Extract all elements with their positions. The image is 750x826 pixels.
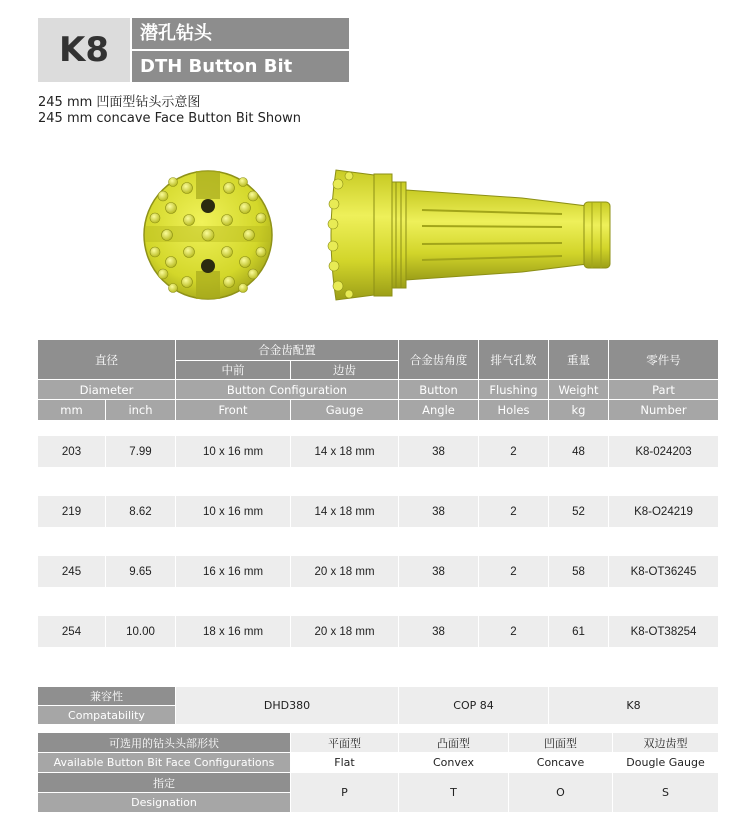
head-angle-en1: Button xyxy=(399,380,479,400)
cell-weight: 61 xyxy=(549,616,609,648)
cell-part: K8-OT38254 xyxy=(609,616,719,648)
face-en: Concave xyxy=(509,753,613,773)
head-angle-en2: Angle xyxy=(399,400,479,421)
head-mm: mm xyxy=(38,400,106,421)
cell-angle: 38 xyxy=(399,616,479,648)
head-button-cfg-zh: 合金齿配置 xyxy=(176,340,399,361)
product-header xyxy=(38,18,349,82)
face-zh: 双边齿型 xyxy=(613,733,719,753)
product-title-zh: 潜孔钻头 xyxy=(132,18,349,49)
compat-label-zh: 兼容性 xyxy=(38,687,176,706)
caption-zh: 245 mm 凹面型钻头示意图 xyxy=(38,95,201,110)
faces-label-en: Available Button Bit Face Configurations xyxy=(38,753,291,773)
cell-holes: 2 xyxy=(479,556,549,588)
head-front-en: Front xyxy=(176,400,291,421)
head-angle-zh: 合金齿角度 xyxy=(399,340,479,380)
cell-angle: 38 xyxy=(399,436,479,468)
table-row xyxy=(38,496,719,528)
head-button-cfg-en: Button Configuration xyxy=(176,380,399,400)
head-front-zh: 中前 xyxy=(176,361,291,380)
designation-label-en: Designation xyxy=(38,793,291,813)
cell-mm: 254 xyxy=(38,616,106,648)
cell-gauge: 14 x 18 mm xyxy=(291,496,399,528)
face-en: Dougle Gauge xyxy=(613,753,719,773)
cell-part: K8-OT36245 xyxy=(609,556,719,588)
product-code: K8 xyxy=(38,18,130,82)
cell-inch: 7.99 xyxy=(106,436,176,468)
compat-value: COP 84 xyxy=(399,687,549,725)
cell-weight: 48 xyxy=(549,436,609,468)
cell-part: K8-024203 xyxy=(609,436,719,468)
designation-code: P xyxy=(291,773,399,813)
head-part-en2: Number xyxy=(609,400,719,421)
cell-front: 10 x 16 mm xyxy=(176,496,291,528)
head-holes-zh: 排气孔数 xyxy=(479,340,549,380)
cell-weight: 58 xyxy=(549,556,609,588)
compat-value: K8 xyxy=(549,687,719,725)
cell-angle: 38 xyxy=(399,556,479,588)
head-holes-en2: Holes xyxy=(479,400,549,421)
cell-front: 18 x 16 mm xyxy=(176,616,291,648)
compat-table xyxy=(37,686,719,725)
drill-bit-side-icon xyxy=(322,160,614,310)
head-inch: inch xyxy=(106,400,176,421)
cell-holes: 2 xyxy=(479,616,549,648)
designation-code: T xyxy=(399,773,509,813)
cell-front: 10 x 16 mm xyxy=(176,436,291,468)
head-diameter-en: Diameter xyxy=(38,380,176,400)
head-gauge-zh: 边齿 xyxy=(291,361,399,380)
cell-front: 16 x 16 mm xyxy=(176,556,291,588)
table-row xyxy=(38,436,719,468)
face-zh: 平面型 xyxy=(291,733,399,753)
head-part-en1: Part xyxy=(609,380,719,400)
head-weight-en1: Weight xyxy=(549,380,609,400)
face-zh: 凸面型 xyxy=(399,733,509,753)
head-weight-zh: 重量 xyxy=(549,340,609,380)
head-gauge-en: Gauge xyxy=(291,400,399,421)
cell-gauge: 20 x 18 mm xyxy=(291,616,399,648)
designation-label-zh: 指定 xyxy=(38,773,291,793)
compat-value: DHD380 xyxy=(176,687,399,725)
cell-gauge: 14 x 18 mm xyxy=(291,436,399,468)
face-en: Convex xyxy=(399,753,509,773)
cell-inch: 10.00 xyxy=(106,616,176,648)
table-row xyxy=(38,616,719,648)
cell-mm: 203 xyxy=(38,436,106,468)
cell-weight: 52 xyxy=(549,496,609,528)
product-title-en: DTH Button Bit xyxy=(132,51,349,82)
table-row xyxy=(38,556,719,588)
head-part-zh: 零件号 xyxy=(609,340,719,380)
head-weight-en2: kg xyxy=(549,400,609,421)
cell-gauge: 20 x 18 mm xyxy=(291,556,399,588)
cell-holes: 2 xyxy=(479,496,549,528)
caption-en: 245 mm concave Face Button Bit Shown xyxy=(38,111,301,126)
drill-bit-face-icon xyxy=(141,168,275,302)
designation-code: S xyxy=(613,773,719,813)
head-holes-en1: Flushing xyxy=(479,380,549,400)
face-zh: 凹面型 xyxy=(509,733,613,753)
cell-inch: 8.62 xyxy=(106,496,176,528)
cell-inch: 9.65 xyxy=(106,556,176,588)
head-diameter-zh: 直径 xyxy=(38,340,176,380)
face-en: Flat xyxy=(291,753,399,773)
cell-part: K8-O24219 xyxy=(609,496,719,528)
cell-holes: 2 xyxy=(479,436,549,468)
designation-code: O xyxy=(509,773,613,813)
spec-table xyxy=(37,339,719,648)
face-config-table xyxy=(37,732,719,813)
cell-mm: 219 xyxy=(38,496,106,528)
faces-label-zh: 可选用的钻头头部形状 xyxy=(38,733,291,753)
compat-label-en: Compatability xyxy=(38,706,176,725)
cell-mm: 245 xyxy=(38,556,106,588)
cell-angle: 38 xyxy=(399,496,479,528)
